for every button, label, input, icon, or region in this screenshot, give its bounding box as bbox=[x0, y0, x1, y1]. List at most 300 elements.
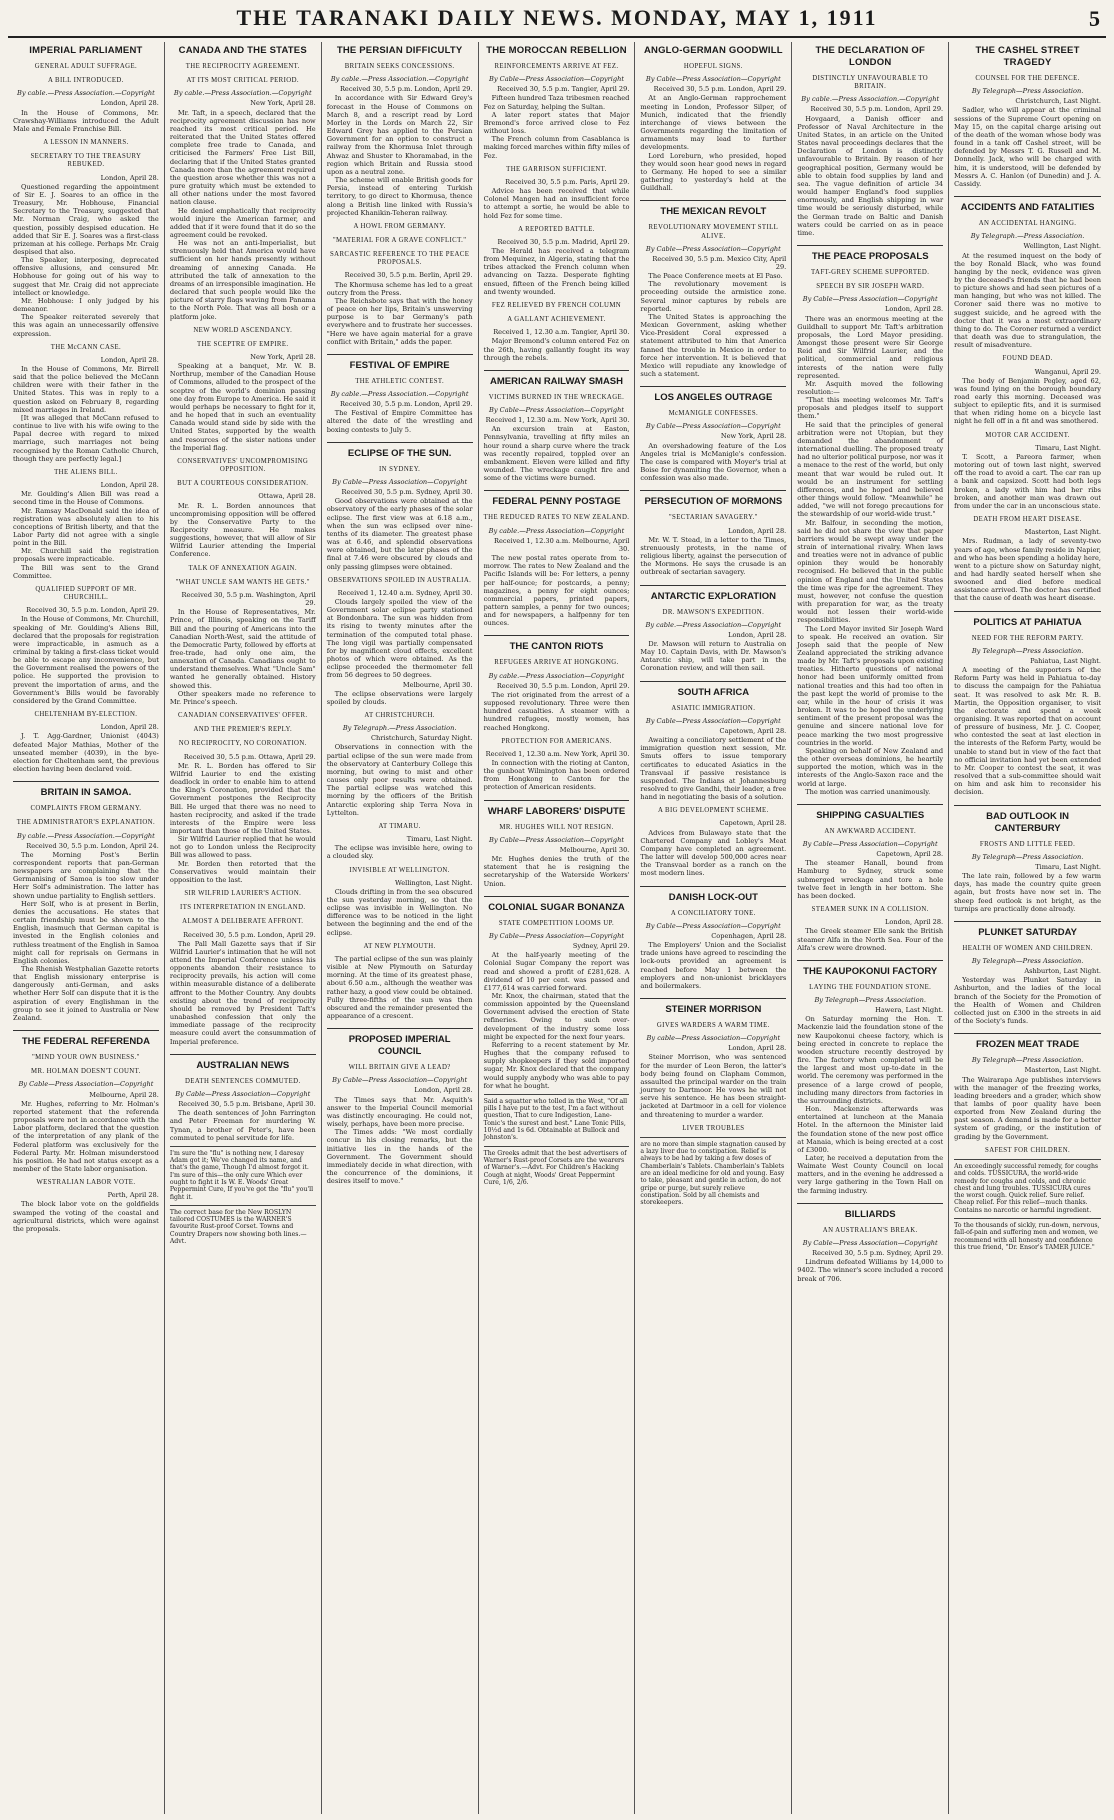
byline: By Cable—Press Association—Copyright bbox=[802, 839, 938, 848]
section-heading: COLONIAL SUGAR BONANZA bbox=[484, 896, 630, 914]
subheading: GIVES WARDERS A WARM TIME. bbox=[656, 1021, 770, 1029]
article-paragraph: The block labor vote on the goldfields swamped the voting of the coastal and agricultural districts, which were against the proposals. bbox=[13, 1200, 159, 1233]
article-paragraph: Steiner Morrison, who was sentenced for the murder of Leon Beron, the latter's body being found on Clapham Common, assaulted the principal warder on the train journey to Dartmoor. He vows he will not serve his sentence. He has been straight-jacketed at Dartmoor in a cell for violence and threatening to murder a warder. bbox=[640, 1053, 787, 1119]
subheading: STEAMER SUNK IN A COLLISION. bbox=[811, 906, 929, 914]
subheading: OBSERVATIONS SPOILED IN AUSTRALIA. bbox=[328, 576, 472, 584]
article-paragraph: The death sentences of John Farrington and Peter Freeman for murdering W. Tynan, a brother of Peter's, have been commuted to penal servitude for life. bbox=[169, 1109, 316, 1142]
subheading: FOUND DEAD. bbox=[1002, 355, 1053, 363]
article-paragraph: An overshadowing feature of the Los Angeles trial is McManigle's confession. The case is compared with Moyer's trial at Boise for dynamiting the Governor, when a confession was also made. bbox=[640, 441, 787, 483]
dateline: London, April 28. bbox=[884, 918, 944, 927]
byline: By cable.—Press Association—Copyright bbox=[488, 671, 625, 680]
dateline: Received 30, 5.5 p.m. Mexico City, April 29. bbox=[652, 254, 787, 271]
subheading: THE ATHLETIC CONTEST. bbox=[355, 377, 445, 385]
section-heading: AUSTRALIAN NEWS bbox=[170, 1054, 316, 1072]
section-heading: BAD OUTLOOK IN CANTERBURY bbox=[954, 805, 1101, 835]
subheading: BUT A COURTEOUS CONSIDERATION. bbox=[177, 480, 309, 488]
subheading: CONSERVATIVES' UNCOMPROMISING OPPOSITION. bbox=[177, 457, 309, 474]
dateline: Received 30, 5.5 p.m. Washington, April 29. bbox=[181, 590, 316, 608]
article-paragraph: The Morning Post's Berlin correspondent reports that pan-German newspapers are complaining that the Germanising of Samoa is too slow under Herr Solf's administration. The latter has shown undue partiality to English settlers. bbox=[13, 850, 159, 900]
dateline: Received 30, 5.5 p.m. London, April 29. bbox=[810, 105, 944, 114]
dateline: Timaru, Last Night. bbox=[1035, 443, 1101, 452]
subheading: BRITAIN SEEKS CONCESSIONS. bbox=[344, 63, 455, 70]
dateline: Perth, April 28. bbox=[107, 1191, 159, 1200]
section-heading: SHIPPING CASUALTIES bbox=[797, 804, 943, 822]
article-paragraph: He said that the principles of general arbitration were not Utopian, but they demanded the abandonment of international duelling. The proposed treaty had no ulterior political purpose, nor was it a menace to the rest of the world, but only meant that war would be ruled out. It would be an instrument for settling differences, and he hoped and believed other things would follow. "Meanwhile" he added, "we will not forego precautions for the stewardship of our world-wide trust." bbox=[797, 420, 944, 519]
subheading: "MATERIAL FOR A GRAVE CONFLICT." bbox=[332, 236, 467, 244]
byline: By Cable—Press Association—Copyright bbox=[802, 1238, 938, 1247]
byline: By Cable—Press Association—Copyright bbox=[645, 244, 781, 253]
article-paragraph: Mr. Hughes denies the truth of the statement that he is resigning the secretaryship of the Waterside Workers' Union. bbox=[483, 855, 630, 888]
dateline: Received 30, 5.5 p.m. Tangier, April 29. bbox=[497, 85, 630, 94]
dateline: Wellington, Last Night. bbox=[1023, 242, 1101, 251]
article-paragraph: Dr. Mawson will return to Australia on May 10. Captain Davis, with Dr. Mawson's Antarctic ship, will take part in the Coronation review, and will then sail. bbox=[640, 639, 787, 673]
subheading: REFUGEES ARRIVE AT HONGKONG. bbox=[494, 659, 619, 667]
subheading: SECRETARY TO THE TREASURY REBUKED. bbox=[30, 153, 142, 169]
article-paragraph: The body of Benjamin Pegley, aged 62, was found lying on the borough boundary road early this morning. Deceased was subject to epileptic fits, and it is surmised that when riding home on a bicycle last night he fell off in a fit and was smothered. bbox=[954, 376, 1101, 426]
subheading: REVOLUTIONARY MOVEMENT STILL ALIVE. bbox=[648, 224, 779, 240]
dateline: Received 1, 12.30 a.m. New York, April 30. bbox=[485, 749, 630, 758]
article-paragraph: The new postal rates operate from to-morrow. The rates to New Zealand and the Pacific Islands will be: For letters, a penny per half-ounce; for postcards, a penny; magazines, a penny for eight ounces; commercial papers, printed papers, pattern samples, a penny for two ounces; and for newspapers, a halfpenny for ten ounces. bbox=[483, 554, 630, 628]
article-paragraph: A later report states that Major Bremond's force arrived close to Fez without loss. bbox=[483, 110, 630, 136]
dateline: Masterton, Last Night. bbox=[1024, 528, 1101, 537]
byline: By Cable—Press Association—Copyright bbox=[18, 1080, 154, 1089]
dateline: Hawera, Last Night. bbox=[875, 1006, 944, 1015]
byline: By Cable—Press Association—Copyright bbox=[489, 931, 624, 940]
column-1 bbox=[8, 42, 165, 1814]
subheading: WILL BRITAIN GIVE A LEAD? bbox=[348, 1064, 451, 1072]
article-paragraph: Mr. R. L. Borden announces that uncompromising opposition will be offered by the Conservative Party to the Reciprocity measure. He makes suggestions, however, that will allow of Sir Wilfrid Laurier attending the Imperial Conference. bbox=[169, 501, 316, 559]
article-paragraph: The Speaker, interposing, deprecated offensive allusions, and censured Mr. Hobhouse for going out of his way to suggest that Mr. Craig did not appreciate intellect or knowledge. bbox=[13, 256, 159, 297]
advertisement: An exceedingly successful remedy, for coughs and colds. TUSSICURA, the world-wide remedy for coughs and colds, and chronic chest and lung troubles. TUSSICURA cures the worst cough. Quick relief. Sure relief. Cheap relief. For this relief—much thanks. Contains no narcotic or harmful ingredient. bbox=[954, 1159, 1101, 1214]
subheading: INVISIBLE AT WELLINGTON. bbox=[349, 866, 450, 874]
dateline: Ottawa, April 28. bbox=[258, 492, 316, 501]
dateline: London, April 28. bbox=[100, 173, 159, 182]
subheading: ASIATIC IMMIGRATION. bbox=[671, 704, 756, 712]
article-paragraph: The Times says that Mr. Asquith's answer to the Imperial Council memorial was distinctly encouraging. He could not, wisely, perhaps, have been more precise. bbox=[326, 1095, 473, 1129]
dateline: Received 1, 12.30 a.m. Tangier, April 30. bbox=[493, 328, 630, 337]
article-paragraph: Lord Loreburn, who presided, hoped they would soon hear good news in regard to Germany. He hoped to see a similar gathering to yesterday's held at the Guildhall. bbox=[640, 151, 787, 193]
article-paragraph: T. Scott, a Pareora farmer, when motoring out of town last night, swerved off the road to avoid a cart. The car ran up a bank and capsized. Scott had both legs broken, a lady with him had her ribs broken, and another man was drawn out from under the car in an unconscious state. bbox=[954, 452, 1101, 510]
article-paragraph: Hovgaard, a Danish officer and Professor of Naval Architecture in the United States, in an article on the United States naval proceedings declares that the Declaration of London is distinctly unfavourable to Britain. By reason of her geographical position, Germany would be able to obtain food supplies by land and sea. The vague definition of article 34 would hamper England's food supplies enormously, and English shipping in war time would be seriously disturbed, while the German trade on Baltic and Danish waters could be carried on as in peace time. bbox=[797, 114, 944, 237]
byline: By Telegraph—Press Association. bbox=[971, 87, 1084, 96]
subheading: LIVER TROUBLES bbox=[682, 1124, 745, 1132]
advertisement: Said a squatter who tolled in the West, "Of all pills I have put to the test, I'm a fact without question, That to cure Indigestion, Lane-Tonic's the surest and best." Lane Tonic Pills, 10½d and 1s 6d. Obtainable at Bullock and Johnston's. bbox=[484, 1094, 630, 1142]
subheading: LAYING THE FOUNDATION STONE. bbox=[809, 983, 932, 991]
article-paragraph: Mrs. Rudman, a lady of seventy-two years of age, whose family reside in Napier, and who has been spending a holiday here, went to a picture show on Saturday night, and had hardly seated herself when she swooned and died before medical assistance arrived. The doctor has certified that the cause of death was heart disease. bbox=[954, 537, 1101, 603]
section-heading: IMPERIAL PARLIAMENT bbox=[29, 45, 143, 56]
section-heading: LOS ANGELES OUTRAGE bbox=[640, 386, 786, 404]
article-paragraph: At an Anglo-German rapprochement meeting in London, Professor Silper, of Munich, indicated that the friendly interchange of views between the Governments regarding the limitation of armaments may lead to further developments. bbox=[640, 94, 787, 152]
article-paragraph: The motion was carried unanimously. bbox=[805, 787, 931, 796]
column-6 bbox=[792, 42, 949, 1814]
subheading: SIR WILFRID LAURIER'S ACTION. bbox=[184, 890, 302, 898]
section-heading: CANADA AND THE STATES bbox=[178, 45, 307, 56]
byline: By Telegraph.—Press Association. bbox=[970, 232, 1085, 241]
section-heading: FEDERAL PENNY POSTAGE bbox=[484, 490, 630, 508]
article-paragraph: Speaking at a banquet, Mr. W. B. Northrup, member of the Canadian House of Commons, alluded to the prospect of the sceptre of the world's dominion passing one day from Europe to America. He said it would perhaps be necessary to fight for it, and he hoped that in such an eventuality Canada would stand side by side with the United States, supported by the wealth and resources of the sister nations under the Imperial flag. bbox=[169, 362, 316, 452]
byline: By cable.—Press Association.—Copyright bbox=[801, 95, 940, 104]
subheading: A LESSON IN MANNERS. bbox=[43, 139, 129, 147]
article-paragraph: Questioned regarding the appointment of Sir E. J. Soares to an office in the Treasury, Mr. Hobhouse, Financial Secretary to the Treasury, suggested that Mr. Norman Craig, who asked the question, possibly despised education. He added that Sir E. J. Soares was a first-class prizeman at his college. Perhaps Mr. Craig despised that also. bbox=[13, 182, 159, 256]
section-heading: ECLIPSE OF THE SUN. bbox=[327, 442, 473, 460]
article-paragraph: The French column from Casablanca is making forced marches within fifty miles of Fez. bbox=[483, 135, 630, 160]
article-paragraph: Speaking on behalf of New Zealand and the other overseas dominions, he heartily supported the motion, which was in the interests of the Anglo-Saxon race and the world at large. bbox=[797, 746, 944, 788]
subheading: A BILL INTRODUCED. bbox=[47, 77, 124, 85]
subheading: COUNSEL FOR THE DEFENCE. bbox=[975, 75, 1080, 82]
dateline: London, April 28. bbox=[100, 723, 159, 732]
byline: By Telegraph—Press Association. bbox=[971, 852, 1084, 861]
byline: By Telegraph—Press Association. bbox=[814, 996, 926, 1004]
subheading: FEZ RELIEVED BY FRENCH COLUMN bbox=[491, 301, 622, 309]
section-heading: WHARF LABORERS' DISPUTE bbox=[484, 800, 630, 818]
article-paragraph: Sadler, who will appear at the criminal sessions of the Supreme Court opening on May 15, on the capital charge arising out of the death of the woman whose body was found in a tank off Cashel street, will be defended by Messrs T. G. Russell and M. Donnelly. Jack, who will be charged with him, it is understood, will be defended by Messrs A. C. Hanlon (of Dunedin) and J. A. Cassidy. bbox=[954, 106, 1101, 188]
article-paragraph: The Bill was sent to the Grand Committee. bbox=[13, 563, 159, 580]
byline: By Telegraph.—Press Association. bbox=[342, 724, 457, 733]
section-heading: ACCIDENTS AND FATALITIES bbox=[954, 196, 1101, 214]
article-paragraph: Yesterday was Plunket Saturday in Ashburton, and the ladies of the local branch of the Society for the Promotion of the Health of Women and Children collected just on £300 in the streets in aid of the Society's funds. bbox=[954, 976, 1101, 1026]
subheading: CHELTENHAM BY-ELECTION. bbox=[34, 711, 138, 719]
dateline: Received 30, 5.5 p.m. London, April 24. bbox=[26, 841, 159, 850]
dateline: New York, April 28. bbox=[250, 353, 316, 361]
article-paragraph: The Greek steamer Elle sank the British steamer Alfa in the North Sea. Four of the Alfa's crew were drowned. bbox=[797, 927, 944, 952]
subheading: THE REDUCED RATES TO NEW ZEALAND. bbox=[483, 514, 630, 522]
article-paragraph: The Lord Mayor invited Sir Joseph Ward to speak. He received an ovation. Sir Joseph said that the people of New Zealand appreciated the striking advance made by Mr. Taft's proposals upon existing treaties. Hitherto questions of national honor had been uniformly omitted from national treaties and this had too often in the past kept the world of promise to the ear, while in the hour of crisis it was broken. It was to be hoped the underlying sentiment of the present proposal was the genuine and sincere national love for peace marking the two most progressive countries in the world. bbox=[797, 624, 944, 747]
dateline: Melbourne, April 30. bbox=[402, 680, 473, 689]
section-heading: FESTIVAL OF EMPIRE bbox=[327, 354, 473, 372]
article-paragraph: The Pall Mall Gazette says that if Sir Wilfrid Laurier's intimation that he will not attend the Imperial Conference unless his opponents abandon their resistance to reciprocity prevails, his action will come within measurable distance of a deliberate affront to the Mother Country. Any doubts existing about the trend of reciprocity should be removed by President Taft's unabashed confession that only the immediate passage of the reciprocity measure could avert the consummation of Imperial preference. bbox=[169, 939, 316, 1046]
dateline: Capetown, April 28. bbox=[876, 850, 944, 859]
article-paragraph: The United States is approaching the Mexican Government, asking whether Vice-President Coral expressed a statement attributed to him that America fanned the trouble in Mexico in order to force her intervention. It is believed that Mexico will repudiate any knowledge of such a statement. bbox=[640, 312, 787, 378]
section-heading: BILLIARDS bbox=[797, 1203, 943, 1221]
article-paragraph: Later, he received a deputation from the Waimate West County Council on local matters, and in the evening he addressed a very large gathering in the Town Hall on the farming industry. bbox=[797, 1153, 944, 1195]
byline: By cable.—Press Association—Copyright bbox=[645, 620, 782, 629]
subheading: THE GARRISON SUFFICIENT. bbox=[506, 165, 607, 173]
section-heading: ANGLO-GERMAN GOODWILL bbox=[643, 45, 783, 56]
article-paragraph: Advices from Bulawayo state that the Chartered Company and Lobley's Meat Company have completed an agreement. The latter will develop 500,000 acres near the Transvaal border as a ranch on the most modern lines. bbox=[640, 828, 787, 878]
dateline: Received 30, 5.5 p.m. Sydney, April 30. bbox=[341, 488, 473, 497]
subheading: THE SCEPTRE OF EMPIRE. bbox=[197, 340, 289, 348]
article-paragraph: [It was alleged that McCann refused to continue to live with his wife owing to the Papal decree with regard to mixed marriage, such marriages not being recognised by the Roman Catholic Church, though they are perfectly legal.] bbox=[13, 413, 159, 463]
subheading: ITS INTERPRETATION IN ENGLAND. bbox=[180, 904, 306, 912]
subheading: SARCASTIC REFERENCE TO THE PEACE PROPOSALS. bbox=[329, 251, 470, 267]
article-paragraph: The Herald has received a telegram from Mequinez, in Algeria, stating that the tribes attacked the French column when advancing on Tazza. Desperate fighting ensued, fifteen of the French being killed and twenty wounded. bbox=[483, 246, 630, 296]
page-number: 5 bbox=[1089, 6, 1100, 31]
article-paragraph: Mr. Knox, the chairman, stated that the commission appointed by the Queensland Government advised the erection of State refineries. Owing to such over-development of the industry some loss might be expected for the next four years. bbox=[483, 991, 630, 1041]
dateline: London, April 28. bbox=[100, 355, 159, 364]
dateline: Received 30, 5.5 p.m. London, April 29. bbox=[339, 400, 473, 409]
byline: By Telegraph—Press Association. bbox=[971, 1056, 1084, 1065]
dateline: London, April 28. bbox=[100, 481, 159, 490]
subheading: WESTRALIAN LABOR VOTE. bbox=[36, 1179, 136, 1187]
article-paragraph: The late rain, followed by a few warm days, has made the country quite green again, but frosts have now set in. The sheep feed outlook is not bright, as the turnips are practically done already. bbox=[954, 872, 1101, 913]
article-paragraph: At the resumed inquest on the body of the boy Ronald Black, who was found hanging by the neck, evidence was given by the deceased's friends that he had been to picture shows and had seen pictures of a man hanging, but who was not killed. The Coroner said there was no motive to suggest suicide, and he agreed with the doctor that it was a most extraordinary thing to do. The Coroner returned a verdict that death was due to strangulation, the result of misadventure. bbox=[954, 251, 1101, 350]
article-paragraph: Clouds drifting in from the sea obscured the sun yesterday morning, so that the eclipse was invisible in Wellington. No difference was to be noticed in the light between the beginning and the end of the eclipse. bbox=[326, 887, 473, 937]
masthead bbox=[0, 0, 1114, 36]
article-paragraph: The eclipse was invisible here, owing to a clouded sky. bbox=[326, 844, 473, 861]
byline: By Cable—Press Association—Copyright bbox=[489, 406, 624, 414]
subheading: MR. HOLMAN DOESN'T COUNT. bbox=[31, 1068, 141, 1076]
subheading: THE McCANN CASE. bbox=[50, 343, 122, 351]
article-paragraph: Lindrum defeated Williams by 14,000 to 9402. The winner's score included a record break of 706. bbox=[797, 1258, 944, 1283]
article-paragraph: Sir Wilfrid Laurier replied that he would not go to London unless the Reciprocity Bill was allowed to pass. bbox=[169, 835, 316, 860]
article-paragraph: Mr. Taft, in a speech, declared that the reciprocity agreement discussion has now reached its most critical period. He reiterated that the United States offered complete free trade to Canada, and criticised the Farmers' Free List Bill, declaring that if the United States granted Canada more than the agreement required the question arose whether this was not a pure gratuity which must be extended to all other nations under the most favored nation clause. bbox=[169, 108, 316, 207]
dateline: Sydney, April 29. bbox=[572, 942, 630, 951]
subheading: NEW WORLD ASCENDANCY. bbox=[193, 326, 293, 334]
subheading: "MIND YOUR OWN BUSINESS." bbox=[32, 1054, 140, 1062]
column-4 bbox=[479, 42, 636, 1814]
article-paragraph: J. T. Agg-Gardner, Unionist (4043) defeated Major Mathias, Mother of the unseated member (4039), in the bye-election for Cheltenham sent, the previous election having been declared void. bbox=[13, 732, 159, 774]
byline: By cable.—Press Association.—Copyright bbox=[17, 89, 155, 98]
dateline: Received 30, 5.5 p.m. Sydney, April 29. bbox=[812, 1249, 944, 1258]
article-paragraph: The Khormusa scheme has led to a great outcry from the Press. bbox=[326, 280, 473, 297]
dateline: Ashburton, Last Night. bbox=[1024, 967, 1101, 976]
dateline: Received 30, 5.5 p.m. London, April 29. bbox=[183, 930, 316, 939]
section-heading: THE CANTON RIOTS bbox=[484, 635, 630, 653]
article-paragraph: The scheme will enable British goods for Persia, instead of entering Turkish territory, to go direct to Khormusa, thence along a British line linked with Russia's projected Khanikin-Teheran railway. bbox=[326, 176, 473, 217]
section-heading: THE PEACE PROPOSALS bbox=[797, 245, 943, 263]
section-heading: THE KAUPOKONUI FACTORY bbox=[797, 960, 943, 978]
dateline: Christchurch, Last Night. bbox=[1015, 97, 1101, 106]
subheading: NO RECIPROCITY, NO CORONATION. bbox=[178, 740, 307, 748]
subheading: A CONCILIATORY TONE. bbox=[670, 909, 756, 917]
column-3 bbox=[322, 42, 479, 1814]
subheading: AN AUSTRALIAN'S BREAK. bbox=[822, 1226, 918, 1234]
subheading: THE RECIPROCITY AGREEMENT. bbox=[185, 63, 300, 70]
subheading: HOPEFUL SIGNS. bbox=[683, 63, 743, 70]
article-paragraph: Awaiting a conciliatory settlement of the immigration question next session, Mr. Smuts offers to issue temporary certificates to educated Asiatics in the Transvaal if passive resistance is suspended. The Indians at Johannesburg resolved to give Gandhi, their leader, a free hand in negotiating the basis of a solution. bbox=[640, 736, 787, 802]
article-paragraph: The Reichsbote says that with the honey of peace on her lips, Britain's unswerving purpose is to bar Germany's path everywhere and to frustrate her successes. "Here we have again material for a grave conflict with Britain," adds the paper. bbox=[326, 296, 473, 346]
subheading: MOTOR CAR ACCIDENT. bbox=[985, 431, 1070, 439]
subheading: HEALTH OF WOMEN AND CHILDREN. bbox=[962, 944, 1093, 952]
subheading: QUALIFIED SUPPORT OF MR. CHURCHILL. bbox=[35, 585, 137, 602]
subheading: A GALLANT ACHIEVEMENT. bbox=[507, 316, 606, 324]
subheading: AT ITS MOST CRITICAL PERIOD. bbox=[186, 77, 300, 85]
byline: By Cable—Press Association—Copyright bbox=[332, 1076, 468, 1085]
section-heading: PROPOSED IMPERIAL COUNCIL bbox=[327, 1028, 473, 1058]
dateline: Pahiatua, Last Night. bbox=[1030, 656, 1101, 665]
subheading: TALK OF ANNEXATION AGAIN. bbox=[188, 564, 297, 572]
section-heading: THE MEXICAN REVOLT bbox=[640, 200, 786, 218]
subheading: SAFEST FOR CHILDREN. bbox=[985, 1146, 1071, 1154]
subheading: AN ACCIDENTAL HANGING. bbox=[978, 220, 1077, 228]
dateline: Melbourne, April 30. bbox=[559, 845, 630, 854]
article-paragraph: Mr. R. L. Borden has offered to Sir Wilfrid Laurier to end the existing deadlock in order to enable him to attend the King's Coronation, provided that the Government postpones the Reciprocity Bill. He urged that there was no need to hasten reciprocity, and asked if the trade interests of the Empire were less important than those of the United States. bbox=[169, 761, 316, 835]
article-paragraph: He was not an anti-Imperialist, but strenuously held that America would have sufficient on her hands presently without dreaming of annexing Canada. He attributed the talk of annexation to the dreams of an irresponsible imagination. He declared that such people would like the picture of starry flags waving from Panama to the North Pole. That was all bosh or a platform joke. bbox=[169, 239, 316, 321]
section-heading: THE PERSIAN DIFFICULTY bbox=[336, 45, 463, 56]
subheading: A BIG DEVELOPMENT SCHEME. bbox=[658, 807, 769, 815]
dateline: Timaru, Last Night. bbox=[1035, 862, 1101, 871]
dateline: London, April 28. bbox=[100, 99, 159, 108]
newspaper-columns bbox=[8, 42, 1106, 1814]
article-paragraph: The Times adds: "We most cordially concur in his closing remarks, but the initiative lies in the hands of the Government. The Government should immediately decide in what direction, with the concurrence of the dominions, it desires itself to move." bbox=[326, 1128, 473, 1186]
byline: By Cable—Press Association—Copyright bbox=[489, 75, 624, 84]
article-paragraph: The Wairarapa Age publishes interviews with the manager of the freezing works, leading breeders and a grader, which show that lambs of poor quality have been exported from New Zealand during the past season. A demand is made for a better system of grading, or the institution of grading by the Government. bbox=[954, 1075, 1101, 1141]
dateline: Received 1, 12.30 a.m. New York, April 30. bbox=[485, 416, 630, 425]
article-paragraph: Other speakers made no reference to Mr. Prince's speech. bbox=[169, 689, 316, 706]
dateline: London, April 28. bbox=[884, 305, 944, 314]
article-paragraph: There was an enormous meeting at the Guildhall to support Mr. Taft's arbitration proposals, the Lord Mayor presiding. Amongst those present were Sir George Reid and Sir Wilfrid Laurier, and the political, commercial and religious interests of the nation were fully represented. bbox=[797, 314, 944, 380]
advertisement: The Greeks admit that the best advertisers of Warner's Rust-proof Corsets are the wearers of Warner's.—Advt. For Children's Hacking Cough at night, Woods' Great Peppermint Cure, 1/6, 2/6. bbox=[484, 1146, 630, 1186]
section-heading: POLITICS AT PAHIATUA bbox=[954, 611, 1101, 629]
subheading: CANADIAN CONSERVATIVES' OFFER. bbox=[178, 712, 308, 720]
dateline: New York, April 28. bbox=[720, 432, 787, 441]
dateline: Received 1, 12.40 a.m. Sydney, April 30. bbox=[337, 588, 473, 597]
dateline: Received 30, 5.5 p.m. Brisbane, April 30. bbox=[178, 1100, 316, 1109]
subheading: MR. HUGHES WILL NOT RESIGN. bbox=[499, 823, 614, 831]
section-heading: THE MOROCCAN REBELLION bbox=[486, 45, 627, 56]
byline: By cable.—Press Association—Copyright bbox=[488, 526, 625, 535]
article-paragraph: Herr Solf, who is at present in Berlin, denies the accusations. He states that certain friendship must be shown to the English, inasmuch that German capital is invested in the English colonies and ruthless treatment of the English in Samoa might call for reprisals on Germans in English colonies. bbox=[13, 899, 159, 965]
article-paragraph: Major Bremond's column entered Fez on the 26th, having gallantly fought its way through the rebels. bbox=[483, 337, 630, 362]
dateline: Received 30, 5.5 p.m. Madrid, April 29. bbox=[497, 237, 630, 246]
column-5 bbox=[635, 42, 792, 1814]
section-heading: THE CASHEL STREET TRAGEDY bbox=[975, 45, 1080, 68]
subheading: AT NEW PLYMOUTH. bbox=[363, 942, 436, 950]
article-paragraph: The revolutionary movement is proceeding outside the armistice zone. Several minor captures by rebels are reported. bbox=[640, 280, 787, 313]
article-paragraph: In the House of Commons, Mr. Birrell said that the police believed the McCann children were with their father in the United States. This was in reply to a question asked on February 8, regarding mixed marriages in Ireland. bbox=[13, 365, 159, 414]
dateline: Received 30, 5.5 p.m. London, April 29. bbox=[339, 85, 473, 94]
article-paragraph: The eclipse observations were largely spoiled by clouds. bbox=[326, 689, 473, 706]
article-paragraph: An excursion train at Easton, Pennsylvania, travelling at fifty miles an hour round a sharp curve where the track was recently repaired, toppled over an embankment. Eleven were killed and fifty wounded. The wreckage caught fire and some of the victims were burned. bbox=[483, 425, 630, 483]
dateline: Received 30, 5.5 p.m. London, April 29. bbox=[653, 85, 787, 94]
dateline: Received 30, 5.5 p.m. London, April 29. bbox=[496, 681, 630, 690]
article-paragraph: Observations in connection with the partial eclipse of the sun were made from the observatory at Canterbury College this morning, but owing to mist and other causes only poor results were obtained. The partial eclipse was watched this morning by the officers of the British Antarctic exploring ship Terra Nova in Lyttelton. bbox=[326, 743, 473, 817]
section-heading: ANTARCTIC EXPLORATION bbox=[640, 585, 786, 603]
article-paragraph: The steamer Hanall, bound from Hamburg to Sydney, struck some submerged wreckage and tore a hole twelve feet in length in her bottom. She has been docked. bbox=[797, 859, 944, 900]
dateline: London, April 28. bbox=[728, 1044, 787, 1053]
byline: By Cable—Press Association—Copyright bbox=[645, 716, 781, 725]
advertisement: I'm sure the "flu" is nothing new, I daresay Adam got it; We've changed its name, and that's the game, Though I'd almost forgot it. I'm sure of this—the only cure Which ever ought to fight it Is W. E. Woods' Great Peppermint Cure, If you've got the "flu" you'll fight it. bbox=[170, 1146, 316, 1201]
article-paragraph: The partial eclipse of the sun was plainly visible at New Plymouth on Saturday morning. At the time of its greatest phase, about 6.50 a.m., although the weather was rather hazy, a good view could be obtained. Fully three-fifths of the sun was then obscured and the remainder presented the appearance of a crescent. bbox=[326, 954, 473, 1020]
advertisement: The correct base for the New ROSLYN tailored COSTUMES is the WARNER'S favourite Rust-proof Corset. Towns and Country Drapers now showing both lines.—Advt. bbox=[170, 1205, 316, 1245]
byline: By cable.—Press Association.—Copyright bbox=[330, 390, 469, 398]
advertisement: are no more than simple stagnation caused by a lazy liver due to constipation. Relief is always to be had by taking a few doses of Chamberlain's Tablets. Chamberlain's Tablets are an ideal medicine for old and young. Easy to take, pleasant and gentle in action, do not gripe or purge, but surely relieve constipation. Sold by all chemists and storekeepers. bbox=[640, 1137, 786, 1207]
byline: By Cable—Press Association—Copyright bbox=[802, 295, 938, 304]
section-heading: DANISH LOCK-OUT bbox=[640, 886, 786, 904]
article-paragraph: Good observations were obtained at the observatory of the early phases of the solar eclipse. The first view was at 6.18 a.m., when the sun was eclipsed over nine-tenths of its diameter. The greatest phase was at 6.46, and splendid observations were obtained, but the later phases of the final at 7.46 were obscured by clouds and only passing glimpses were obtained. bbox=[326, 497, 473, 571]
subheading: PROTECTION FOR AMERICANS. bbox=[501, 737, 612, 745]
article-paragraph: The Rhenish Westphalian Gazette retorts that English missionary enterprise is dangerously anti-German, and asks whether Herr Solf can dispute that it is the aspiration of every Englishman in the group to see it joined to Australia or New Zealand. bbox=[13, 965, 159, 1022]
article-paragraph: The riot originated from the arrest of a supposed revolutionary. Three were then hundred casualties. A steamer with a hundred refugees, mostly women, has reached Hongkong. bbox=[483, 690, 630, 732]
article-paragraph: The Speaker reiterated severely that this was again an unnecessarily offensive expression. bbox=[13, 313, 159, 338]
article-paragraph: In the House of Commons, Mr. Crawshay-Williams introduced the Adult Male and Female Franchise Bill. bbox=[13, 108, 159, 133]
byline: By cable—Press Association—Copyright bbox=[646, 1034, 781, 1043]
dateline: Christchurch, Saturday Night. bbox=[370, 734, 473, 743]
article-paragraph: Mr. Ramsay MacDonald said the idea of registration was absolutely alien to his conceptions of British liberty, and that the Labor Party did not agree with a single point in the Bill. bbox=[13, 506, 159, 548]
byline: By Cable—Press Association—Copyright bbox=[489, 835, 624, 844]
article-paragraph: The Employers' Union and the Socialist trade unions have agreed to rescinding the lock-outs provided an agreement is reached before May 1 between the employers and non-unionist bricklayers and boilermakers. bbox=[640, 941, 787, 990]
byline: By cable.—Press Association.—Copyright bbox=[173, 89, 312, 98]
column-7 bbox=[949, 42, 1106, 1814]
subheading: "WHAT UNCLE SAM WANTS HE GETS." bbox=[175, 578, 310, 586]
dateline: London, April 28. bbox=[728, 526, 787, 535]
article-paragraph: Mr. Hughes, referring to Mr. Holman's reported statement that the referenda proposals were not in accordance with the Labor platform, declared that the question of the interpretation of any plank of the Federal platform was exclusively for the Federal Party. Mr. Holman misunderstood his position. He had not status except as a member of the State labor organisation. bbox=[13, 1099, 159, 1173]
subheading: AT TIMARU. bbox=[378, 822, 421, 830]
advertisement: To the thousands of sickly, run-down, nervous, fall-of-pain and suffering men and women, we recommend with all honesty and confidence this true friend, "Dr. Ensor's TAMER JUICE." bbox=[954, 1218, 1101, 1251]
byline: By Cable—Press Association—Copyright bbox=[645, 921, 781, 930]
dateline: Copenhagen, April 28. bbox=[711, 931, 787, 940]
subheading: GENERAL ADULT SUFFRAGE. bbox=[34, 63, 138, 70]
subheading: IN SYDNEY. bbox=[379, 465, 421, 473]
article-paragraph: Mr. Asquith moved the following resolution:— bbox=[797, 379, 944, 396]
dateline: London, April 28. bbox=[414, 1086, 473, 1095]
column-2 bbox=[165, 42, 322, 1814]
subheading: SPEECH BY SIR JOSEPH WARD. bbox=[816, 283, 925, 291]
dateline: Capetown, April 28. bbox=[719, 819, 787, 828]
subheading: McMANIGLE CONFESSES. bbox=[668, 410, 759, 418]
subheading: THE ALIENS BILL. bbox=[54, 468, 118, 476]
subheading: AN AWKWARD ACCIDENT. bbox=[824, 827, 917, 835]
article-paragraph: At the half-yearly meeting of the Colonial Sugar Company the report was read and showed a profit of £281,628. A dividend of 10 per cent. was passed and £177,614 was carried forward. bbox=[483, 951, 630, 992]
dateline: Received 30, 5.5 p.m. Ottawa, April 29. bbox=[183, 752, 316, 761]
byline: By Cable—Press Association—Copyright bbox=[332, 477, 468, 486]
article-paragraph: A meeting of the supporters of the Reform Party was held in Pahiatua to-day to discuss the campaign for the Pahiatua seat. It was resolved to ask Mr. R. B. Martin, the Opposition organiser, to visit the electorate and spend a week organising. It was reported that on account of pressure of business, Mr. J. C. Cooper, who contested the seat at last election in the interests of the Reform Party, would be unable to stand but in view of the fact that no official invitation had yet been extended to Mr. Cooper to contest the seat, it was resolved that a sub-committee should wait on him and ask him to reconsider his decision. bbox=[954, 666, 1101, 797]
byline: By cable.—Press Association.—Copyright bbox=[17, 831, 155, 840]
article-paragraph: Mr. W. T. Stead, in a letter to the Times, strenuously protests, in the name of religious liberty, against the persecution of the Mormons. He says the crusade is an outbreak of sectarian savagery. bbox=[640, 535, 787, 577]
byline: By Cable—Press Association—Copyright bbox=[645, 422, 781, 431]
subheading: A HOWL FROM GERMANY. bbox=[353, 222, 446, 230]
masthead-title: THE TARANAKI DAILY NEWS. MONDAY, MAY 1, 1911 bbox=[236, 5, 878, 30]
dateline: Capetown, April 28. bbox=[719, 726, 787, 735]
byline: By cable.—Press Association.—Copyright bbox=[330, 75, 469, 84]
article-paragraph: Clouds largely spoiled the view of the Government solar eclipse party stationed at Bondonbara. The sun was hidden from its rising to twenty minutes after the termination of the computed total phase. The long vigil was partially compensated for by magnificent cloud effects, excellent photos of which were obtained. As the eclipse proceeded the thermometer fell from 56 degrees to 50 degrees. bbox=[326, 597, 473, 680]
section-heading: FROZEN MEAT TRADE bbox=[954, 1033, 1101, 1051]
article-paragraph: Mr. Goulding's Alien Bill was read a second time in the House of Commons. bbox=[13, 490, 159, 507]
article-paragraph: Mr. Balfour, in seconding the motion, said he did not share the view that paper barriers would be swept away under the strain of international rivalry. When laws and treaties were not in advance of public opinion they would be honorably recognised. He believed that in the public opinion of England and the United States the time was ripe for the agreement. They must, however, not confuse the question with preparation for war, as the treaty would not lessen their world-wide responsibilities. bbox=[797, 518, 944, 625]
masthead-rule bbox=[8, 36, 1106, 38]
article-paragraph: Mr. Borden then retorted that the Conservatives would maintain their opposition to the last. bbox=[169, 859, 316, 884]
article-paragraph: "That this meeting welcomes Mr. Taft's proposals and pledges itself to support them." bbox=[797, 396, 944, 421]
dateline: Wanganui, April 29. bbox=[1034, 367, 1101, 376]
article-paragraph: Advice has been received that while Colonel Mangen had an insufficient force to attempt a sortie, he would be able to hold Fez for some time. bbox=[483, 187, 630, 220]
article-paragraph: Referring to a recent statement by Mr. Hughes that the company refused to supply shopkeepers if they sold imported sugar, Mr. Knox declared that the company would supply anybody who was able to pay for what he bought. bbox=[483, 1040, 630, 1090]
subheading: DISTINCTLY UNFAVOURABLE TO BRITAIN. bbox=[812, 75, 929, 91]
subheading: DEATH SENTENCES COMMUTED. bbox=[185, 1077, 301, 1085]
article-paragraph: Mr. Churchill said the registration proposals were impracticable. bbox=[13, 547, 159, 564]
section-heading: THE FEDERAL REFERENDA bbox=[13, 1030, 159, 1048]
article-paragraph: Mr. Hobhouse: I only judged by his demeanor. bbox=[13, 296, 159, 314]
article-paragraph: In the House of Representatives, Mr. Prince, of Illinois, speaking on the Tariff Bill and the pouring of Americans into the Canadian North-West, said the attitude of the Democratic Party, followed by efforts at free-trade, had only one aim, the annexation of Canada. Canadians ought to understand themselves. What "Uncle Sam" wanted he generally obtained. History showed this. bbox=[169, 608, 316, 690]
section-heading: PERSECUTION OF MORMONS bbox=[640, 490, 786, 508]
dateline: Received 1, 12.30 a.m. Melbourne, April 30. bbox=[494, 536, 630, 553]
subheading: AT CHRISTCHURCH. bbox=[364, 712, 435, 719]
byline: By Cable—Press Association—Copyright bbox=[175, 1089, 311, 1098]
article-paragraph: On Saturday morning the Hon. T. Mackenzie laid the foundation stone of the new Kaupokonui cheese factory, which is being erected in concrete to replace the wooden structure recently destroyed by fire. The factory when completed will be the largest and most up-to-date in the world. The ceremony was performed in the presence of a large crowd of people, including many directors from factories in the surrounding districts. bbox=[797, 1015, 944, 1105]
dateline: Wellington, Last Night. bbox=[395, 878, 473, 887]
subheading: VICTIMS BURNED IN THE WRECKAGE. bbox=[488, 393, 625, 401]
section-heading: SOUTH AFRICA bbox=[640, 681, 786, 699]
dateline: New York, April 28. bbox=[250, 99, 316, 108]
subheading: THE ADMINISTRATOR'S EXPLANATION. bbox=[16, 819, 156, 827]
dateline: Received 30, 5.5 p.m. Berlin, April 29. bbox=[344, 271, 473, 280]
subheading: A REPORTED BATTLE. bbox=[518, 225, 595, 233]
article-paragraph: He denied emphatically that reciprocity would injure the American farmer, and added that if it were found that it do so the agreement could be revoked. bbox=[169, 206, 316, 239]
article-paragraph: The Peace Conference meets at El Paso. bbox=[648, 272, 783, 281]
subheading: AND THE PREMIER'S REPLY. bbox=[193, 726, 293, 734]
section-heading: THE DECLARATION OF LONDON bbox=[815, 45, 925, 68]
dateline: Timaru, Last Night. bbox=[406, 835, 473, 844]
section-heading: PLUNKET SATURDAY bbox=[954, 921, 1101, 939]
subheading: FROSTS AND LITTLE FEED. bbox=[979, 840, 1076, 848]
subheading: "SECTARIAN SAVAGERY." bbox=[668, 514, 758, 522]
article-paragraph: Fifteen hundred Taza tribesmen reached Fez on Saturday, helping the Sultan. bbox=[483, 94, 630, 111]
article-paragraph: The Festival of Empire Committee has altered the date of the wrestling and boxing contests to July 5. bbox=[326, 409, 473, 434]
subheading: DEATH FROM HEART DISEASE. bbox=[973, 516, 1082, 524]
article-paragraph: In the House of Commons, Mr. Churchill, speaking of Mr. Goulding's Aliens Bill, declared that the proposals for registration were impracticable, in asmuch as a criminal by taking a first-class ticket would be able to escape any inconvenience, but the Government realised the powers of the police. He supported the provision to prevent the importation of arms, and the Government's Bills would be favorably considered by the Grand Committee. bbox=[13, 615, 159, 705]
dateline: Received 30, 5.5 p.m. Paris, April 29. bbox=[505, 177, 630, 186]
dateline: London, April 28. bbox=[728, 630, 787, 639]
subheading: REINFORCEMENTS ARRIVE AT FEZ. bbox=[494, 63, 619, 70]
